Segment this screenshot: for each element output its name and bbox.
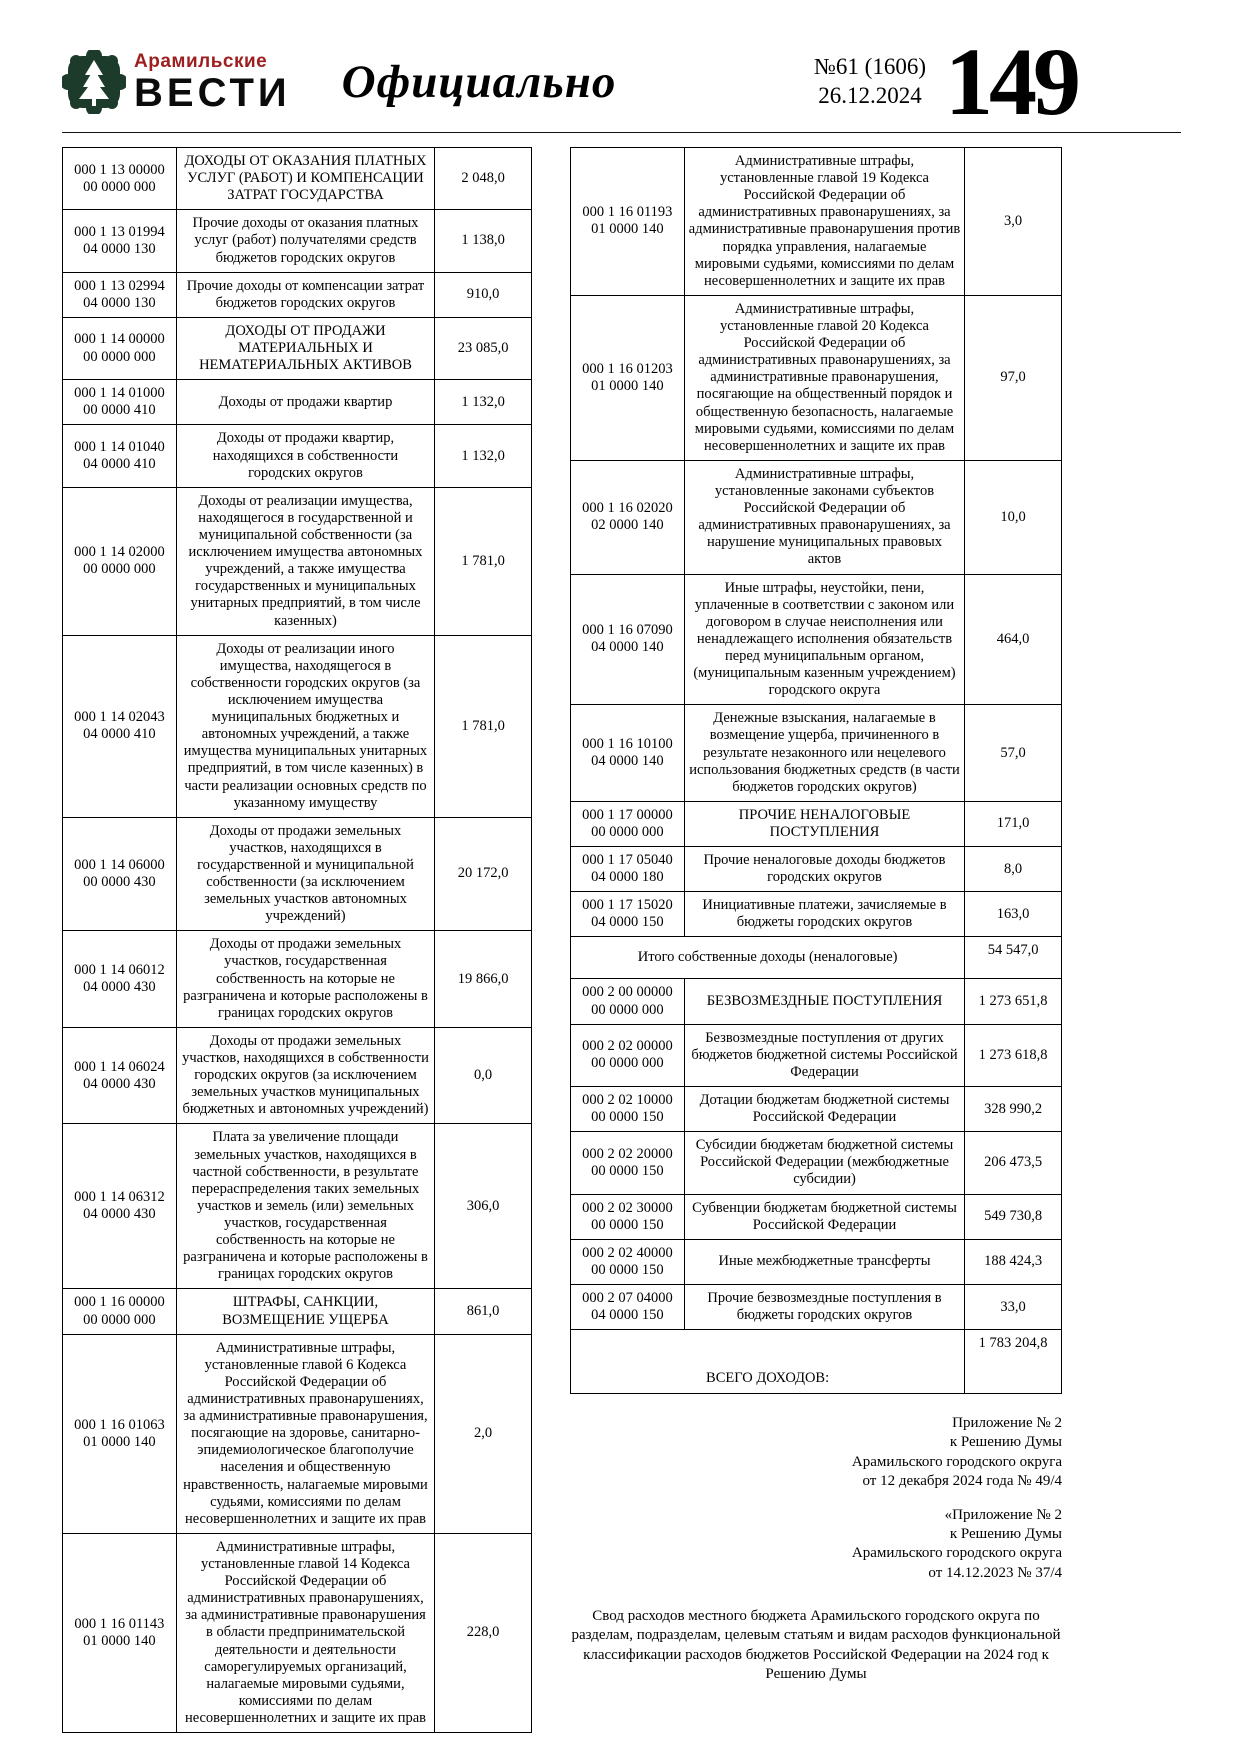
table-row <box>571 979 1062 1024</box>
section-title: Официально <box>341 56 617 108</box>
row-code: 000 2 02 40000 00 0000 150 <box>571 1240 685 1285</box>
row-amount: 206 473,5 <box>965 1132 1062 1194</box>
row-amount: 2 048,0 <box>435 148 532 210</box>
table-row <box>571 892 1062 937</box>
table-row <box>571 847 1062 892</box>
table-row <box>63 273 532 318</box>
row-code: 000 1 14 06000 00 0000 430 <box>63 818 177 932</box>
row-amount: 1 783 204,8 <box>965 1330 1062 1394</box>
row-code: 000 1 16 01143 01 0000 140 <box>63 1534 177 1733</box>
issue-date: 26.12.2024 <box>818 83 922 108</box>
row-amount: 328 990,2 <box>965 1087 1062 1132</box>
row-name: Административные штрафы, установленные законами субъектов Российской Федерации об административных правонарушениях, за нарушение муниципальных правовых актов <box>685 461 965 575</box>
table-row <box>571 1330 1062 1394</box>
row-name: Доходы от продажи квартир, находящихся в собственности городских округов <box>177 425 435 487</box>
row-code: 000 1 13 00000 00 0000 000 <box>63 148 177 210</box>
right-column <box>570 147 1062 1733</box>
table-row <box>571 1087 1062 1132</box>
table-row <box>571 1195 1062 1240</box>
table-row <box>571 1285 1062 1330</box>
appendix-notes <box>570 1414 1062 1583</box>
table-row <box>63 818 532 932</box>
row-name: Административные штрафы, установленные главой 20 Кодекса Российской Федерации об административных правонарушениях, за административные правонарушения, посягающие на общественный порядок и общественную безопасность, налагаемые мировыми судьями, комиссиями по делам несовершеннолетних и защите их прав <box>685 296 965 461</box>
masthead <box>62 27 1181 135</box>
row-name: Плата за увеличение площади земельных участков, находящихся в частной собственности, в результате перераспределения таких земельных участков и земель (или) земельных участков, государственная собственность на которые не разграничена и которые расположены в границах городских округов <box>177 1124 435 1289</box>
row-amount: 910,0 <box>435 273 532 318</box>
row-amount: 57,0 <box>965 705 1062 802</box>
brand-top: Арамильские <box>134 50 268 72</box>
row-amount: 19 866,0 <box>435 931 532 1028</box>
row-name: Доходы от продажи квартир <box>177 380 435 425</box>
row-label: ВСЕГО ДОХОДОВ: <box>571 1330 965 1394</box>
row-name: Административные штрафы, установленные главой 14 Кодекса Российской Федерации об административных правонарушениях, за административные правонарушения в области предпринимательской деятельности и деятельности саморегулируемых организаций, налагаемые мировыми судьями, комиссиями по делам несовершеннолетних и защите их прав <box>177 1534 435 1733</box>
row-name: Доходы от продажи земельных участков, находящихся в собственности городских округов (за исключением земельных участков муниципальных бюджетных и автономных учреждений) <box>177 1028 435 1125</box>
row-code: 000 1 14 06312 04 0000 430 <box>63 1124 177 1289</box>
table-row <box>571 937 1062 979</box>
table-row <box>571 1132 1062 1194</box>
newspaper-logo <box>62 50 314 114</box>
row-code: 000 1 14 06012 04 0000 430 <box>63 931 177 1028</box>
tree-emblem-icon <box>62 50 126 114</box>
row-name: Доходы от реализации иного имущества, находящегося в собственности городских округов (за исключением имущества муниципальных бюджетных и автономных учреждений, а также имущества муниципальных унитарных предприятий, в том числе казенных) в части реализации основных средств по указанному имуществу <box>177 636 435 818</box>
row-amount: 0,0 <box>435 1028 532 1125</box>
table-row <box>63 148 532 210</box>
table-row <box>571 575 1062 706</box>
table-row <box>63 931 532 1028</box>
table-row <box>571 705 1062 802</box>
brand-bottom: ВЕСТИ <box>134 70 291 115</box>
row-code: 000 2 00 00000 00 0000 000 <box>571 979 685 1024</box>
row-code: 000 2 02 20000 00 0000 150 <box>571 1132 685 1194</box>
logo-text <box>134 52 291 113</box>
row-code: 000 1 16 00000 00 0000 000 <box>63 1289 177 1334</box>
left-column <box>62 147 532 1733</box>
table-row <box>63 1335 532 1534</box>
row-code: 000 1 14 02000 00 0000 000 <box>63 488 177 636</box>
row-amount: 171,0 <box>965 802 1062 847</box>
right-table <box>570 147 1062 1394</box>
issue-block <box>795 53 945 111</box>
row-amount: 1 781,0 <box>435 636 532 818</box>
appendix-note-line: от 12 декабря 2024 года № 49/4 <box>862 1472 1062 1489</box>
row-name: ШТРАФЫ, САНКЦИИ, ВОЗМЕЩЕНИЕ УЩЕРБА <box>177 1289 435 1334</box>
row-name: Прочие неналоговые доходы бюджетов городских округов <box>685 847 965 892</box>
row-amount: 23 085,0 <box>435 318 532 380</box>
row-name: Денежные взыскания, налагаемые в возмещение ущерба, причиненного в результате незаконного или нецелевого использования бюджетных средств (в части бюджетов городских округов) <box>685 705 965 802</box>
row-code: 000 1 16 01203 01 0000 140 <box>571 296 685 461</box>
row-amount: 163,0 <box>965 892 1062 937</box>
row-name: ПРОЧИЕ НЕНАЛОГОВЫЕ ПОСТУПЛЕНИЯ <box>685 802 965 847</box>
row-code: 000 1 14 02043 04 0000 410 <box>63 636 177 818</box>
content-columns <box>62 147 1181 1733</box>
table-row <box>63 488 532 636</box>
row-name: Дотации бюджетам бюджетной системы Российской Федерации <box>685 1087 965 1132</box>
row-code: 000 1 16 01193 01 0000 140 <box>571 148 685 296</box>
table-row <box>63 210 532 272</box>
row-amount: 2,0 <box>435 1335 532 1534</box>
row-name: БЕЗВОЗМЕЗДНЫЕ ПОСТУПЛЕНИЯ <box>685 979 965 1024</box>
table-row <box>63 1124 532 1289</box>
row-name: ДОХОДЫ ОТ ПРОДАЖИ МАТЕРИАЛЬНЫХ И НЕМАТЕРИАЛЬНЫХ АКТИВОВ <box>177 318 435 380</box>
row-amount: 3,0 <box>965 148 1062 296</box>
row-name: Прочие доходы от компенсации затрат бюджетов городских округов <box>177 273 435 318</box>
row-name: Прочие доходы от оказания платных услуг (работ) получателями средств бюджетов городских округов <box>177 210 435 272</box>
row-name: Безвозмездные поступления от других бюджетов бюджетной системы Российской Федерации <box>685 1025 965 1087</box>
row-code: 000 1 17 05040 04 0000 180 <box>571 847 685 892</box>
row-amount: 1 132,0 <box>435 380 532 425</box>
row-label: Итого собственные доходы (неналоговые) <box>571 937 965 979</box>
row-amount: 464,0 <box>965 575 1062 706</box>
row-amount: 54 547,0 <box>965 937 1062 979</box>
row-amount: 1 273 651,8 <box>965 979 1062 1024</box>
row-code: 000 1 16 02020 02 0000 140 <box>571 461 685 575</box>
row-code: 000 2 02 10000 00 0000 150 <box>571 1087 685 1132</box>
appendix-note-line: Арамильского городского округа <box>851 1453 1062 1470</box>
page-number: 149 <box>945 27 1077 135</box>
table-row <box>571 1240 1062 1285</box>
appendix-note-line: от 14.12.2023 № 37/4 <box>928 1564 1062 1581</box>
row-amount: 20 172,0 <box>435 818 532 932</box>
row-code: 000 1 16 10100 04 0000 140 <box>571 705 685 802</box>
row-amount: 306,0 <box>435 1124 532 1289</box>
row-amount: 549 730,8 <box>965 1195 1062 1240</box>
row-amount: 33,0 <box>965 1285 1062 1330</box>
row-amount: 8,0 <box>965 847 1062 892</box>
appendix-note <box>570 1506 1062 1583</box>
left-table <box>62 147 532 1733</box>
table-row <box>63 318 532 380</box>
row-code: 000 1 13 01994 04 0000 130 <box>63 210 177 272</box>
table-row <box>63 425 532 487</box>
row-code: 000 2 02 30000 00 0000 150 <box>571 1195 685 1240</box>
appendix-note-line: Приложение № 2 <box>952 1415 1062 1432</box>
issue-number: №61 (1606) <box>813 54 926 80</box>
table-row <box>571 296 1062 461</box>
row-code: 000 1 16 07090 04 0000 140 <box>571 575 685 706</box>
appendix-note-line: «Приложение № 2 <box>944 1506 1062 1523</box>
table-row <box>63 636 532 818</box>
table-row <box>63 1289 532 1334</box>
table-row <box>571 148 1062 296</box>
row-code: 000 1 16 01063 01 0000 140 <box>63 1335 177 1534</box>
row-code: 000 2 02 00000 00 0000 000 <box>571 1025 685 1087</box>
appendix-note-line: Арамильского городского округа <box>851 1545 1062 1562</box>
row-code: 000 1 17 00000 00 0000 000 <box>571 802 685 847</box>
row-name: Административные штрафы, установленные главой 19 Кодекса Российской Федерации об административных правонарушениях, за административные правонарушения против порядка управления, налагаемые мировыми судьями, комиссиями по делам несовершеннолетних и защите их прав <box>685 148 965 296</box>
table-row <box>63 1534 532 1733</box>
row-code: 000 1 17 15020 04 0000 150 <box>571 892 685 937</box>
table-row <box>571 1025 1062 1087</box>
appendix-note <box>570 1414 1062 1491</box>
row-code: 000 1 14 06024 04 0000 430 <box>63 1028 177 1125</box>
row-amount: 861,0 <box>435 1289 532 1334</box>
row-code: 000 1 14 01040 04 0000 410 <box>63 425 177 487</box>
row-amount: 10,0 <box>965 461 1062 575</box>
row-name: Иные штрафы, неустойки, пени, уплаченные в соответствии с законом или договором в случае неисполнения или ненадлежащего исполнения обязательств перед муниципальным органом, (муниципальным казенным учреждением) городского округа <box>685 575 965 706</box>
appendix-note-line: к Решению Думы <box>949 1526 1062 1543</box>
row-code: 000 1 14 01000 00 0000 410 <box>63 380 177 425</box>
row-amount: 97,0 <box>965 296 1062 461</box>
table-row <box>63 1028 532 1125</box>
row-name: Субвенции бюджетам бюджетной системы Российской Федерации <box>685 1195 965 1240</box>
table-row <box>571 802 1062 847</box>
row-name: Доходы от реализации имущества, находящегося в государственной и муниципальной собственности (за исключением имущества автономных учреждений, а также имущества государственных и муниципальных унитарных предприятий, в том числе казенных) <box>177 488 435 636</box>
row-code: 000 1 14 00000 00 0000 000 <box>63 318 177 380</box>
row-name: ДОХОДЫ ОТ ОКАЗАНИЯ ПЛАТНЫХ УСЛУГ (РАБОТ) И КОМПЕНСАЦИИ ЗАТРАТ ГОСУДАРСТВА <box>177 148 435 210</box>
row-name: Административные штрафы, установленные главой 6 Кодекса Российской Федерации об административных правонарушениях, за административные правонарушения, посягающие на здоровье, санитарно-эпидемиологическое благополучие населения и общественную нравственность, налагаемые мировыми судьями, комиссиями по делам несовершеннолетних и защите их прав <box>177 1335 435 1534</box>
row-amount: 1 781,0 <box>435 488 532 636</box>
row-amount: 1 273 618,8 <box>965 1025 1062 1087</box>
row-name: Доходы от продажи земельных участков, находящихся в государственной и муниципальной собственности (за исключением земельных участков автономных учреждений) <box>177 818 435 932</box>
row-code: 000 2 07 04000 04 0000 150 <box>571 1285 685 1330</box>
table-row <box>571 461 1062 575</box>
row-amount: 1 132,0 <box>435 425 532 487</box>
row-amount: 228,0 <box>435 1534 532 1733</box>
row-amount: 188 424,3 <box>965 1240 1062 1285</box>
row-name: Доходы от продажи земельных участков, государственная собственность на которые не разграничена и которые расположены в границах городских округов <box>177 931 435 1028</box>
row-name: Субсидии бюджетам бюджетной системы Российской Федерации (межбюджетные субсидии) <box>685 1132 965 1194</box>
row-name: Инициативные платежи, зачисляемые в бюджеты городских округов <box>685 892 965 937</box>
row-code: 000 1 13 02994 04 0000 130 <box>63 273 177 318</box>
row-name: Прочие безвозмездные поступления в бюджеты городских округов <box>685 1285 965 1330</box>
row-name: Иные межбюджетные трансферты <box>685 1240 965 1285</box>
row-amount: 1 138,0 <box>435 210 532 272</box>
appendix-note-line: к Решению Думы <box>949 1434 1062 1451</box>
summary-paragraph: Свод расходов местного бюджета Арамильского городского округа по разделам, подразделам, целевым статьям и видам расходов функциональной классификации расходов бюджетов Российской Федерации на 2024 год к Решению Думы <box>571 1607 1061 1683</box>
table-row <box>63 380 532 425</box>
